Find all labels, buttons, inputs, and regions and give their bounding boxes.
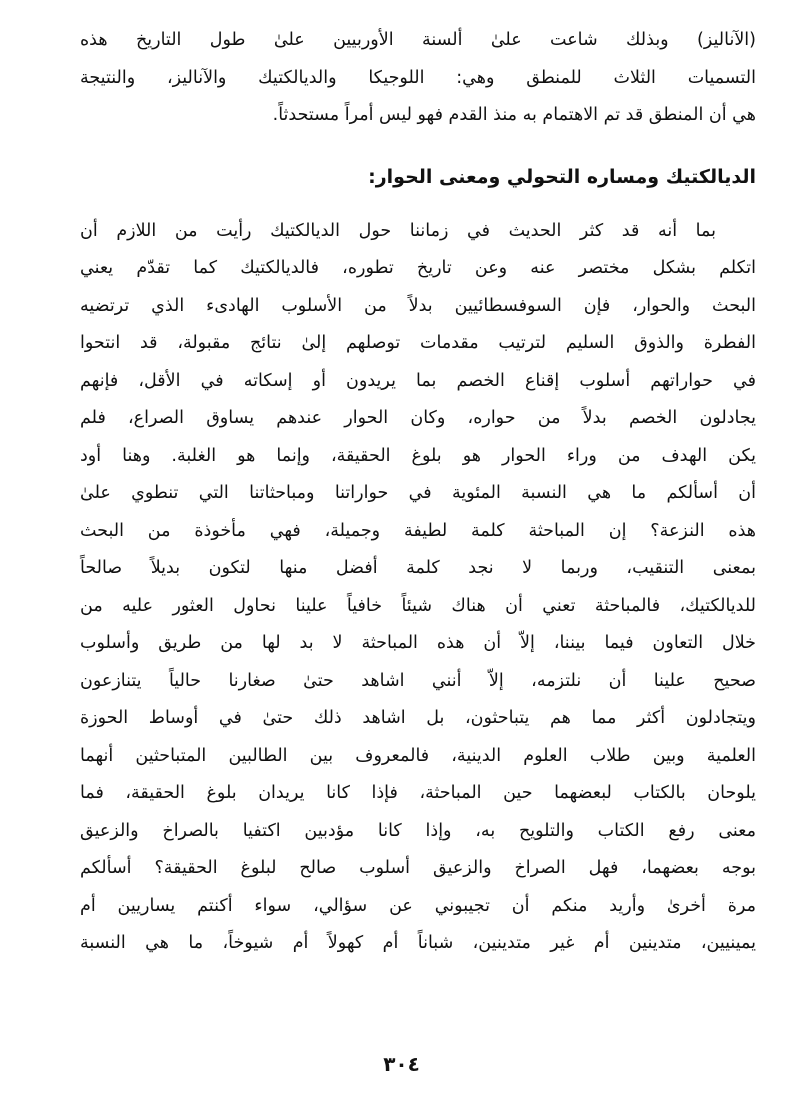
text-line: (الآناليز) وبذلك شاعت علىٰ ألسنة الأوربيين علىٰ طول التاريخ هذه [80,30,756,50]
text-line: يكن الهدف من وراء الحوار هو بلوغ الحقيقة، وإنما هو الغلبة. وهنا أود [80,445,756,466]
text-line: هي أن المنطق قد تم الاهتمام به منذ القدم فهو ليس أمراً مستحدثاً. [272,105,756,125]
text-line: بما أنه قد كثر الحديث في زماننا حول الديالكتيك رأيت من اللازم أن [80,220,716,241]
text-line: ويتجادلون أكثر مما هم يتباحثون، بل اشاهد ذلك حتىٰ في أوساط الحوزة [80,708,756,728]
text-line: بمعنى التنقيب، وربما لا نجد كلمة أفضل منها لتكون بديلاً صالحاً [80,558,756,578]
text-line: هذه النزعة؟ إن المباحثة كلمة لطيفة وجميلة، فهي مأخوذة من البحث [80,520,756,541]
text-line: العلمية وبين طلاب العلوم الدينية، فالمعروف بين الطالبين المتباحثين أنهما [80,745,756,766]
text-line: خلال التعاون فيما بيننا، إلاّ أن هذه المباحثة لا بد لها من طريق وأسلوب [80,633,756,653]
text-line: البحث والحوار، فإن السوفسطائيين بدلاً من الأسلوب الهادىء الذي ترتضيه [80,295,756,316]
page-number: ٣٠٤ [383,1052,420,1076]
section-heading: الديالكتيك ومساره التحولي ومعنى الحوار: [368,165,756,188]
text-line: في حواراتهم أسلوب إقناع الخصم بما يريدون أو إسكاته في الأقل، فإنهم [80,370,756,391]
text-line: للديالكتيك، فالمباحثة تعني أن هناك شيئاً خافياً علينا نحاول العثور عليه من [80,595,756,616]
text-line: اتكلم بشكل مختصر عنه وعن تاريخ تطوره، فالديالكتيك كما تقدّم يعني [80,258,756,278]
text-line: يجادلون الخصم بدلاً من حواره، وكان الحوار عندهم يساوق الصراع، فلم [80,408,756,428]
text-line: بوجه بعضهما، فهل الصراخ والزعيق أسلوب صالح لبلوغ الحقيقة؟ أسألكم [80,858,756,878]
text-line: التسميات الثلاث للمنطق وهي: اللوجيكا والديالكتيك والآناليز، والنتيجة [80,67,756,88]
body-paragraph [80,213,756,963]
text-line: معنى رفع الكتاب والتلويح به، وإذا كانا مؤدبين اكتفيا بالصراخ والزعيق [80,820,756,841]
page-text [80,22,756,963]
text-line: الفطرة والذوق السليم لترتيب مقدمات توصلهم إلىٰ نتائج مقبولة، قد انتحوا [80,333,756,353]
text-line: يلوحان بالكتاب لبعضهما حين المباحثة، فإذا كانا يريدان بلوغ الحقيقة، فما [80,783,756,803]
text-line: أن أسألكم ما هي النسبة المئوية في حواراتنا ومباحثاتنا التي تنطوي علىٰ [80,483,756,503]
intro-paragraph [80,22,756,135]
text-line: صحيح علينا أن نلتزمه، إلاّ أنني اشاهد حتىٰ صغارنا حالياً يتنازعون [80,670,756,691]
text-line: مرة أخرىٰ وأريد منكم أن تجيبوني عن سؤالي، سواء أكنتم يساريين أم [80,895,756,916]
text-line: يمينيين، متدينين أم غير متدينين، شباناً أم كهولاً أم شيوخاً، ما هي النسبة [80,933,756,953]
